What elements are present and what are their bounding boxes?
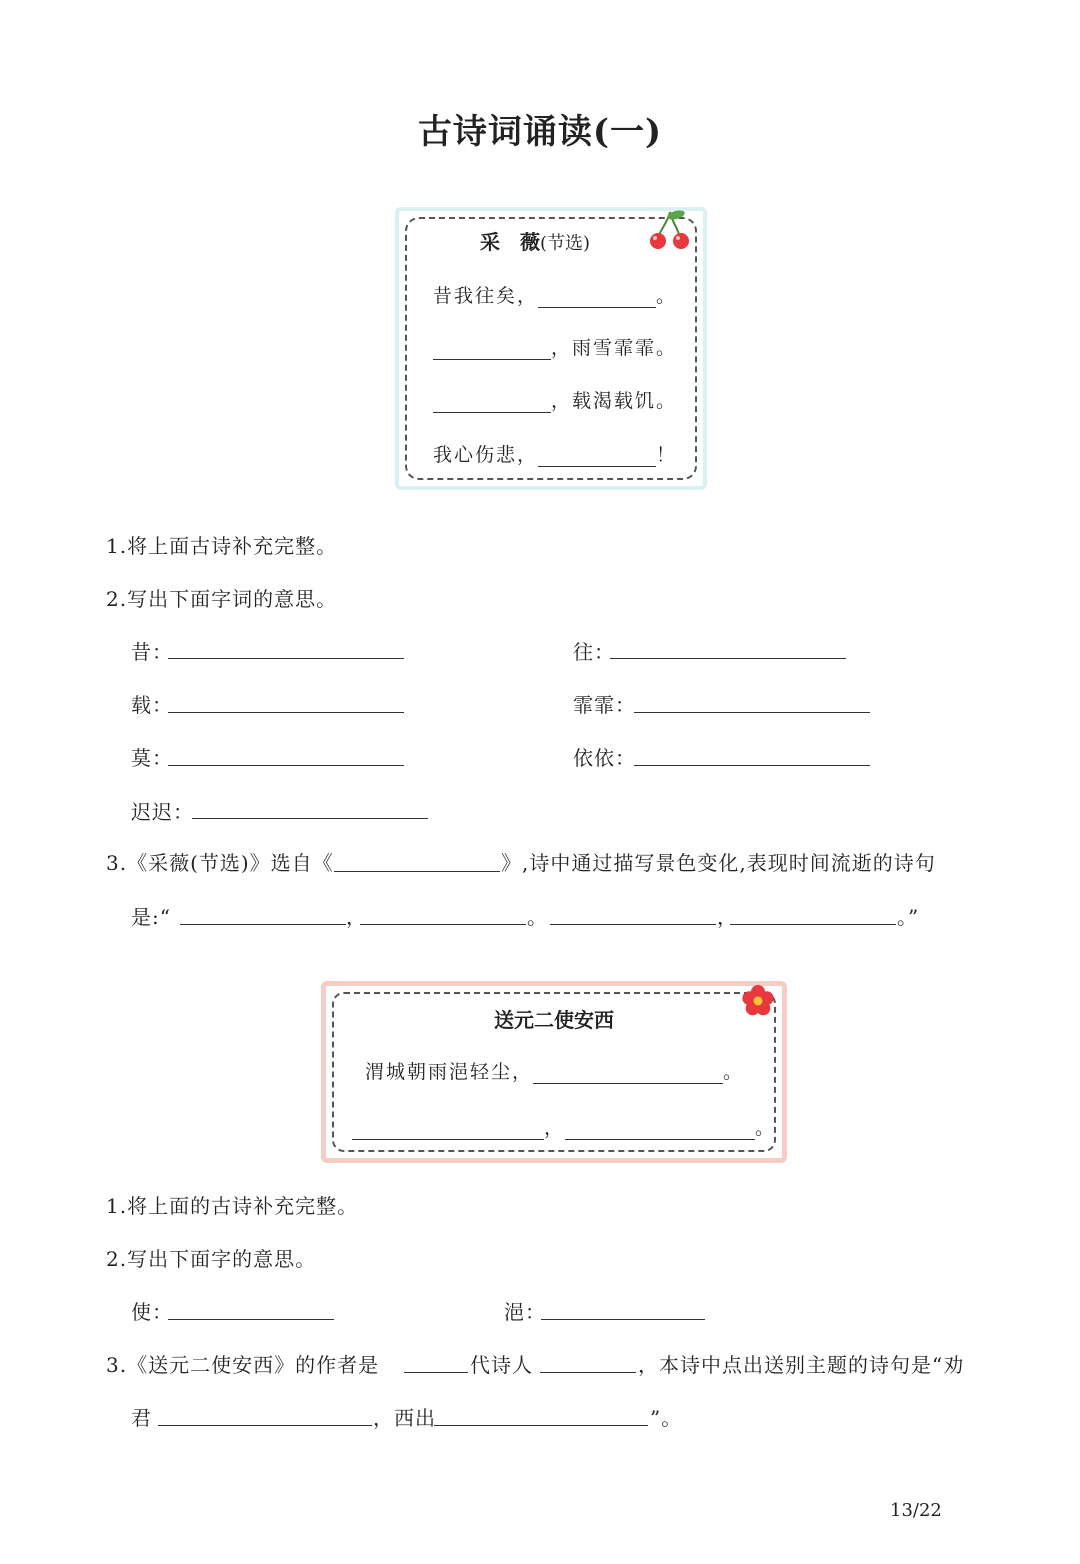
- s1-word-xi: 昔：: [131, 640, 173, 664]
- s1-word-mo: 莫：: [131, 746, 173, 770]
- s2-question-3-a: 3.《送元二使安西》的作者是: [106, 1353, 380, 1377]
- s2-answer-verse-1[interactable]: [158, 1425, 372, 1426]
- s1-answer-verse-3[interactable]: [550, 924, 716, 925]
- poem1-title: [480, 226, 590, 255]
- poem1-line4-end: ！: [656, 444, 678, 466]
- s1-question-3-part1: 3.《采薇(节选)》选自《: [106, 851, 334, 875]
- s1-question-3-line2-start: 是:“: [131, 905, 171, 929]
- poem1-line1-end: 。: [656, 285, 678, 307]
- poem2-blank-1[interactable]: [533, 1063, 723, 1084]
- poem1-blank-4[interactable]: [538, 446, 656, 467]
- s2-question-3-line2-b: ，西出: [373, 1406, 436, 1430]
- poem1-blank-3[interactable]: [433, 392, 551, 413]
- s2-answer-yi[interactable]: [541, 1319, 705, 1320]
- s1-answer-feifei[interactable]: [634, 712, 870, 713]
- s1-word-zai: 载：: [131, 693, 173, 717]
- poem2-line-2: [352, 1113, 776, 1140]
- poem2-line1-end: 。: [723, 1061, 745, 1083]
- poem1-line3-text: ，载渴载饥。: [551, 390, 678, 412]
- s2-answer-poet[interactable]: [540, 1372, 636, 1373]
- poem2-blank-3[interactable]: [565, 1119, 755, 1140]
- s2-question-1: 1.将上面的古诗补充完整。: [106, 1194, 359, 1218]
- s2-answer-shi[interactable]: [168, 1319, 334, 1320]
- poem2-line-1: [365, 1057, 744, 1084]
- s2-word-shi: 使：: [131, 1300, 173, 1324]
- poem2-line1-text: 渭城朝雨浥轻尘，: [365, 1061, 534, 1083]
- poem1-line1-text: 昔我往矣，: [433, 285, 539, 307]
- s1-answer-wang[interactable]: [610, 658, 846, 659]
- poem1-subtitle: (节选): [540, 233, 591, 254]
- s1-answer-verse-4[interactable]: [730, 924, 896, 925]
- s1-answer-verse-2[interactable]: [360, 924, 526, 925]
- s2-question-3-line2-a: 君: [131, 1406, 152, 1430]
- s1-word-yiyi: 依依：: [573, 746, 636, 770]
- s2-answer-verse-2[interactable]: [434, 1425, 648, 1426]
- s1-answer-yiyi[interactable]: [634, 765, 870, 766]
- s1-question-3-part2: 》,诗中通过描写景色变化,表现时间流逝的诗句: [501, 851, 936, 875]
- poem1-line2-text: ，雨雪霏霏。: [551, 337, 678, 359]
- s1-comma-2: ，: [717, 905, 738, 929]
- s1-answer-xi[interactable]: [168, 658, 404, 659]
- s2-answer-dynasty[interactable]: [404, 1372, 468, 1373]
- s1-question-1: 1.将上面古诗补充完整。: [106, 534, 338, 558]
- poem2-blank-2[interactable]: [352, 1119, 544, 1140]
- s1-comma-1: ，: [346, 905, 367, 929]
- poem1-blank-1[interactable]: [538, 287, 656, 308]
- s2-question-3-c: ，本诗中点出送别主题的诗句是“劝: [638, 1353, 965, 1377]
- cherry-icon: [648, 208, 694, 252]
- poem1-line-3: [433, 386, 677, 413]
- poem2-line2-comma: ，: [544, 1117, 566, 1139]
- s2-word-yi: 浥：: [504, 1300, 546, 1324]
- poem1-line-4: [433, 440, 677, 467]
- s1-answer-verse-1[interactable]: [180, 924, 346, 925]
- s2-question-3-line2-c: ”。: [650, 1406, 683, 1430]
- poem1-line4-text: 我心伤悲，: [433, 444, 539, 466]
- s1-answer-mo[interactable]: [168, 765, 404, 766]
- poem1-title-text: 采 薇: [480, 230, 540, 254]
- s1-question-2: 2.写出下面字词的意思。: [106, 587, 338, 611]
- page-number: 13/22: [890, 1500, 942, 1521]
- s1-answer-zai[interactable]: [168, 712, 404, 713]
- s1-word-chichi: 迟迟：: [131, 800, 194, 824]
- s1-answer-source[interactable]: [334, 871, 500, 872]
- s2-question-3-b: 代诗人: [470, 1353, 533, 1377]
- page-title: 古诗词诵读(一): [417, 112, 663, 152]
- s1-period: 。: [527, 905, 548, 929]
- s1-word-wang: 往：: [573, 640, 615, 664]
- s2-question-2: 2.写出下面字的意思。: [106, 1247, 317, 1271]
- s1-word-feifei: 霏霏：: [573, 693, 636, 717]
- poem2-title: 送元二使安西: [494, 1008, 614, 1032]
- poem1-blank-2[interactable]: [433, 339, 551, 360]
- poem2-line2-end: 。: [755, 1117, 777, 1139]
- s1-end-quote: 。”: [897, 905, 920, 929]
- poem1-line-2: [433, 333, 677, 360]
- s1-answer-chichi[interactable]: [192, 818, 428, 819]
- poem1-line-1: [433, 281, 677, 308]
